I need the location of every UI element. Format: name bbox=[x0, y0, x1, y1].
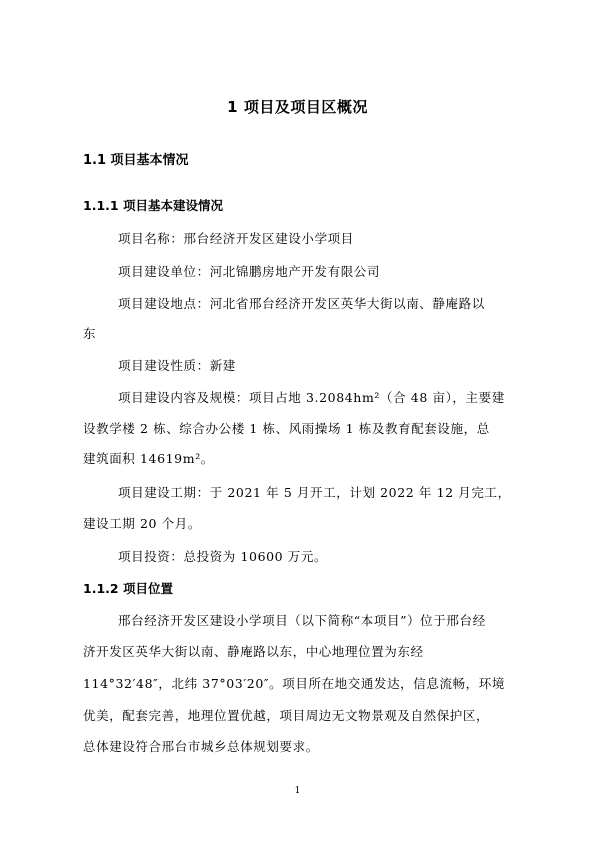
chapter-title: 1 项目及项目区概况 bbox=[227, 98, 368, 116]
subsection-title-location: 1.1.2 项目位置 bbox=[83, 581, 173, 596]
paragraph-line: 项目建设性质：新建 bbox=[118, 358, 236, 373]
paragraph-line: 优美，配套完善，地理位置优越，项目周边无文物景观及自然保护区， bbox=[83, 708, 490, 723]
paragraph-line: 建筑面积 14619m²。 bbox=[83, 451, 214, 466]
page-number: 1 bbox=[294, 786, 301, 796]
paragraph-line: 项目名称：邢台经济开发区建设小学项目 bbox=[118, 231, 354, 246]
paragraph-line: 建设工期 20 个月。 bbox=[83, 516, 201, 531]
paragraph-line: 项目建设单位：河北锦鹏房地产开发有限公司 bbox=[118, 264, 381, 279]
paragraph-line: 项目建设地点：河北省邢台经济开发区英华大街以南、静庵路以 bbox=[118, 296, 485, 311]
paragraph-line: 114°32′48″，北纬 37°03′20″。项目所在地交通发达，信息流畅，环境 bbox=[83, 676, 505, 691]
paragraph-line: 总体建设符合邢台市城乡总体规划要求。 bbox=[83, 739, 319, 754]
paragraph-line: 项目建设工期：于 2021 年 5 月开工，计划 2022 年 12 月完工， bbox=[118, 485, 511, 500]
paragraph-line: 济开发区英华大街以南、静庵路以东，中心地理位置为东经 bbox=[83, 644, 424, 659]
paragraph-line: 设教学楼 2 栋、综合办公楼 1 栋、风雨操场 1 栋及教育配套设施，总 bbox=[83, 421, 490, 436]
paragraph-line: 东 bbox=[83, 326, 97, 341]
paragraph-line: 邢台经济开发区建设小学项目（以下简称“本项目”）位于邢台经 bbox=[118, 613, 486, 628]
paragraph-line: 项目建设内容及规模：项目占地 3.2084hm²（合 48 亩），主要建 bbox=[118, 390, 505, 405]
subsection-title-basic: 1.1.1 项目基本建设情况 bbox=[83, 198, 223, 213]
section-title: 1.1 项目基本情况 bbox=[83, 153, 189, 168]
paragraph-line: 项目投资：总投资为 10600 万元。 bbox=[118, 549, 328, 564]
